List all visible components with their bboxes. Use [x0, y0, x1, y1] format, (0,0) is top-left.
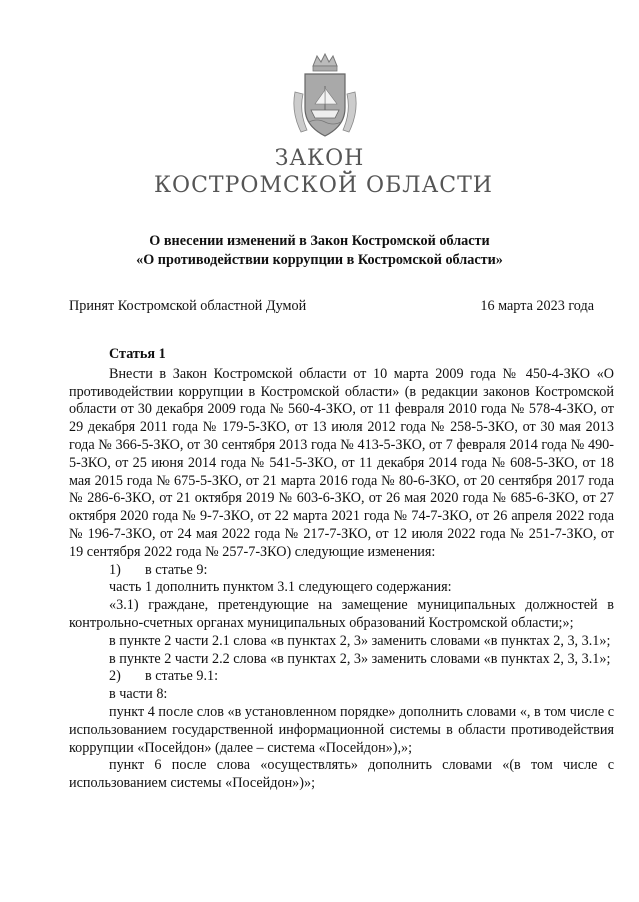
- list-item-number: 2): [109, 668, 121, 685]
- list-item-text: в статье 9:: [145, 561, 208, 578]
- paragraph: пункт 4 после слов «в установленном порядке» дополнить словами «, в том числе с использованием государственной информационной системы в области противодействия коррупции «Посейдон» (далее – система «Посейдон»),»;: [69, 703, 614, 756]
- law-body: [69, 346, 614, 793]
- paragraph: в части 8:: [109, 686, 168, 703]
- paragraph: пункт 6 после слова «осуществлять» дополнить словами «(в том числе с использованием системы «Посейдон»)»;: [69, 757, 614, 792]
- region-heading: КОСТРОМСКОЙ ОБЛАСТИ: [154, 173, 493, 198]
- law-title-line-1: О внесении изменений в Закон Костромской области: [149, 233, 490, 249]
- adoption-date: 16 марта 2023 года: [480, 298, 594, 314]
- quoted-paragraph: «3.1) граждане, претендующие на замещение муниципальных должностей в контрольно-счетных органах муниципальных образований Костромской области;»;: [69, 597, 614, 631]
- law-title-line-2: «О противодействии коррупции в Костромской области»: [136, 252, 503, 268]
- paragraph: в пункте 2 части 2.1 слова «в пунктах 2, 3» заменить словами «в пунктах 2, 3, 3.1»;: [109, 632, 611, 649]
- paragraph: часть 1 дополнить пунктом 3.1 следующего содержания:: [109, 579, 452, 596]
- article-heading: Статья 1: [109, 346, 166, 362]
- paragraph: в пункте 2 части 2.2 слова «в пунктах 2, 3» заменить словами «в пунктах 2, 3, 3.1»;: [109, 650, 611, 667]
- law-heading: ЗАКОН: [274, 146, 365, 171]
- list-item-text: в статье 9.1:: [145, 668, 219, 685]
- list-item-1: [69, 562, 614, 580]
- list-item-number: 1): [109, 561, 121, 578]
- list-item-2: [69, 668, 614, 686]
- article-intro-paragraph: Внести в Закон Костромской области от 10 марта 2009 года № 450-4-ЗКО «О противодействии коррупции в Костромской области» (в редакции законов Костромской области от 30 декабря 2009 года № 560-4-ЗКО, от 11 февраля 2010 года № 578-4-ЗКО, от 29 декабря 2011 года № 179-5-ЗКО, от 13 июля 2012 года № 258-5-ЗКО, от 30 мая 2013 года № 366-5-ЗКО, от 30 сентября 2013 года № 413-5-ЗКО, от 7 февраля 2014 года № 490-5-ЗКО, от 25 июня 2014 года № 541-5-ЗКО, от 11 декабря 2014 года № 608-5-ЗКО, от 18 мая 2015 года № 675-5-ЗКО, от 21 марта 2016 года № 80-6-ЗКО, от 20 сентября 2017 года № 286-6-ЗКО, от 21 октября 2019 № 603-6-ЗКО, от 26 мая 2020 года № 685-6-ЗКО, от 27 октября 2020 года № 9-7-ЗКО, от 22 марта 2021 года № 74-7-ЗКО, от 26 апреля 2022 года № 196-7-ЗКО, от 24 мая 2022 года № 217-7-ЗКО, от 12 июля 2022 года № 251-7-ЗКО, от 19 сентября 2022 года № 257-7-ЗКО) следующие изменения:: [69, 365, 614, 560]
- coat-of-arms-emblem: [289, 52, 361, 142]
- adopted-by: Принят Костромской областной Думой: [69, 298, 307, 314]
